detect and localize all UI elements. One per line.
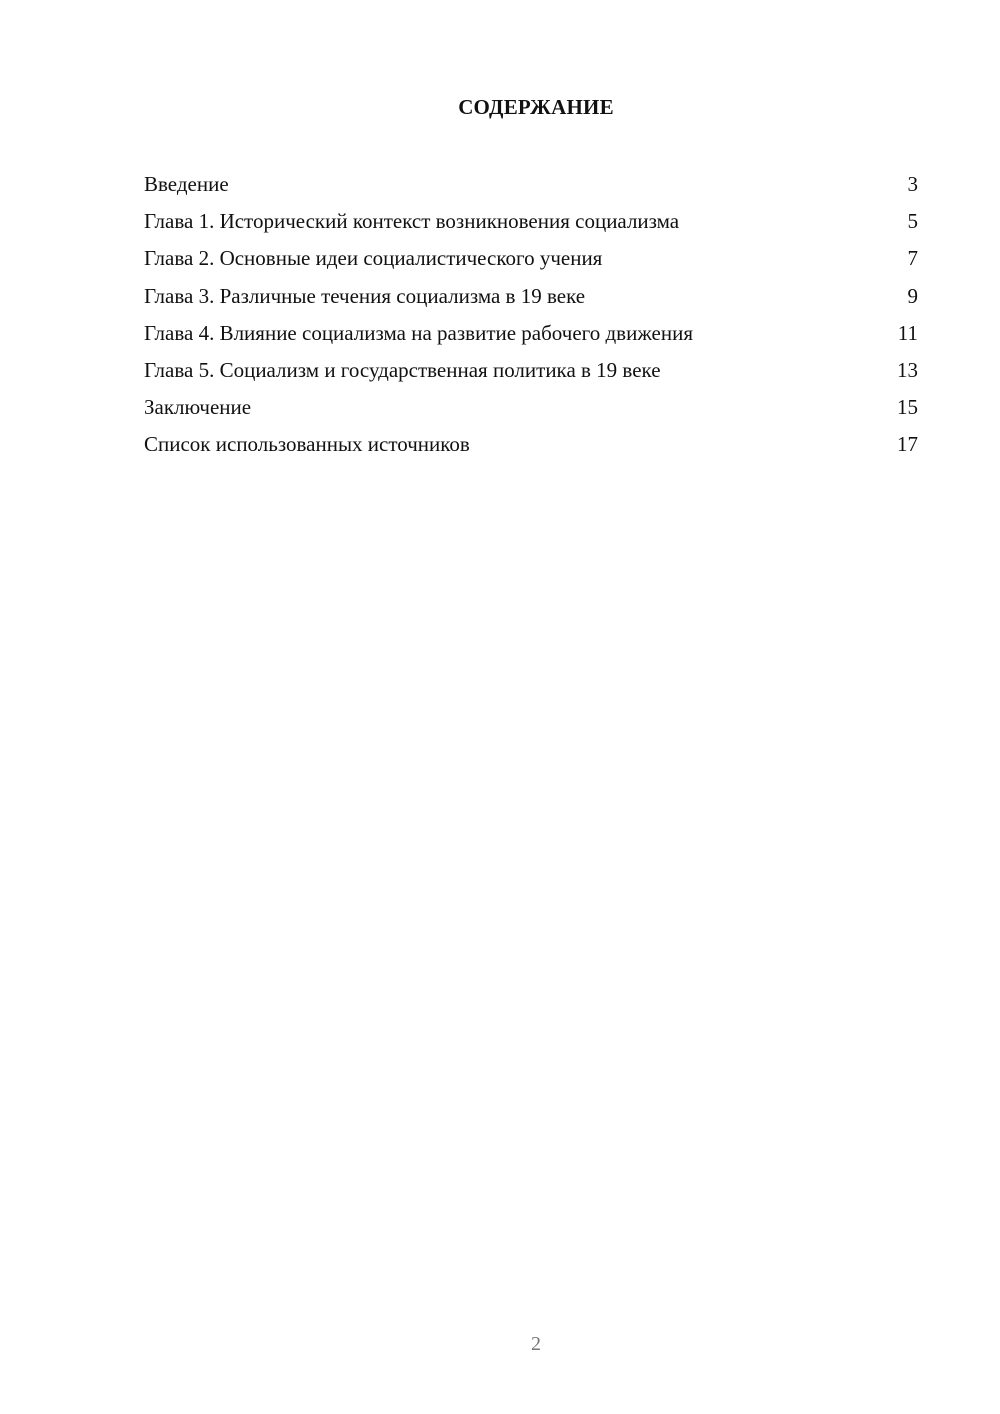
- toc-entry-page: 3: [907, 172, 918, 196]
- toc-entry: [144, 428, 918, 465]
- toc-heading: СОДЕРЖАНИЕ: [458, 95, 614, 119]
- toc-entry-title: Глава 5. Социализм и государственная политика в 19 веке: [144, 357, 661, 382]
- toc-entry-page: 11: [897, 320, 918, 345]
- toc-entry: [144, 168, 918, 205]
- toc-entry: [144, 391, 918, 428]
- toc-entry-title: Глава 4. Влияние социализма на развитие рабочего движения: [144, 320, 694, 345]
- toc-entry-page: 17: [897, 432, 918, 457]
- toc-entry: [144, 317, 918, 354]
- toc-entry-title: Глава 3. Различные течения социализма в 19 веке: [144, 283, 586, 308]
- toc-entry-title: Введение: [144, 172, 229, 196]
- table-of-contents: [144, 168, 918, 466]
- toc-entry-page: 15: [897, 395, 918, 420]
- toc-entry-page: 5: [907, 209, 918, 234]
- toc-entry-title: Глава 2. Основные идеи социалистического учения: [144, 246, 603, 271]
- toc-entry: [144, 354, 918, 391]
- toc-entry-page: 9: [907, 283, 918, 308]
- toc-entry: [144, 205, 918, 242]
- toc-entry: [144, 242, 918, 279]
- page-number: 2: [531, 1333, 541, 1355]
- toc-entry-title: Список использованных источников: [144, 432, 470, 457]
- toc-entry-title: Глава 1. Исторический контекст возникновения социализма: [144, 209, 680, 234]
- toc-entry-page: 13: [897, 357, 918, 382]
- toc-entry-title: Заключение: [144, 395, 252, 420]
- toc-entry-page: 7: [907, 246, 918, 271]
- toc-entry: [144, 280, 918, 317]
